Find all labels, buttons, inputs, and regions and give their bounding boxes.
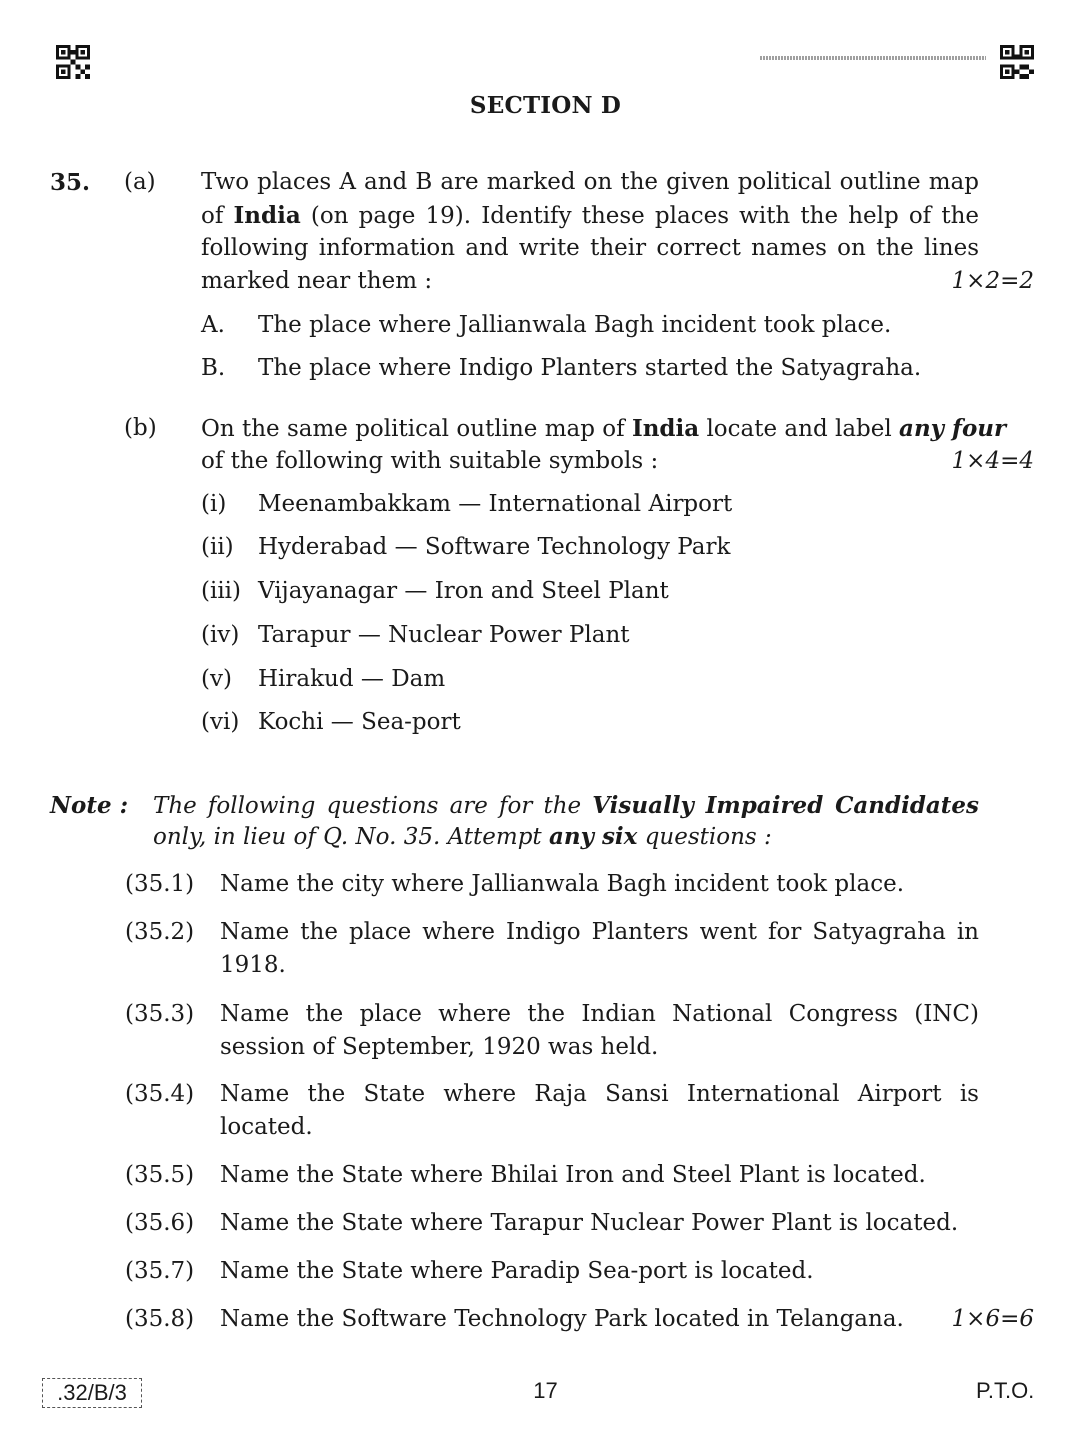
qr-code-left-icon bbox=[56, 45, 90, 79]
note-line-1: The following questions are for the Visually Impaired Candidates bbox=[153, 792, 980, 819]
vi-question-label: (35.4) bbox=[125, 1081, 195, 1107]
part-b-line-2: of the following with suitable symbols : bbox=[201, 448, 659, 474]
part-a-line-1: Two places A and B are marked on the given political outline map bbox=[201, 169, 979, 195]
vi-question-text: Name the State where Paradip Sea-port is located. bbox=[220, 1258, 814, 1284]
vi-question-text: Name the city where Jallianwala Bagh incident took place. bbox=[220, 871, 905, 897]
vi-question-label: (35.7) bbox=[125, 1258, 195, 1284]
note-label: Note : bbox=[50, 792, 129, 819]
list-item-label: (iv) bbox=[201, 622, 240, 648]
part-a-marks: 1×2=2 bbox=[951, 268, 1034, 294]
list-item-label: (v) bbox=[201, 666, 232, 692]
part-a-line-2: of India (on page 19). Identify these places with the help of the bbox=[201, 202, 979, 229]
list-item-text: Tarapur — Nuclear Power Plant bbox=[258, 622, 630, 648]
vi-question-label: (35.3) bbox=[125, 1001, 195, 1027]
list-item-text: The place where Jallianwala Bagh incident took place. bbox=[258, 312, 892, 338]
list-item-label: B. bbox=[201, 355, 226, 381]
note-line-2: only, in lieu of Q. No. 35. Attempt any six questions : bbox=[153, 823, 772, 850]
pto-label: P.T.O. bbox=[976, 1378, 1035, 1403]
paper-code: .32/B/3 bbox=[42, 1378, 142, 1408]
vi-question-label: (35.8) bbox=[125, 1306, 195, 1332]
question-number: 35. bbox=[50, 169, 91, 196]
vi-question-text-cont: located. bbox=[220, 1114, 313, 1140]
list-item-text: Hyderabad — Software Technology Park bbox=[258, 534, 731, 560]
vi-question-label: (35.6) bbox=[125, 1210, 195, 1236]
vi-question-label: (35.1) bbox=[125, 871, 195, 897]
list-item-label: (vi) bbox=[201, 709, 240, 735]
list-item-label: (iii) bbox=[201, 578, 242, 604]
part-a-line-3: following information and write their correct names on the lines bbox=[201, 235, 979, 261]
section-title: SECTION D bbox=[469, 92, 622, 119]
vi-question-text: Name the place where Indigo Planters went for Satyagraha in bbox=[220, 919, 979, 945]
list-item-text: Meenambakkam — International Airport bbox=[258, 491, 733, 517]
note-marks: 1×6=6 bbox=[951, 1306, 1034, 1332]
vi-question-label: (35.2) bbox=[125, 919, 195, 945]
vi-question-text-cont: 1918. bbox=[220, 952, 286, 978]
part-a-label: (a) bbox=[124, 169, 156, 195]
vi-question-text: Name the State where Raja Sansi International Airport is bbox=[220, 1081, 979, 1107]
vi-question-text-cont: session of September, 1920 was held. bbox=[220, 1034, 659, 1060]
qr-code-right-icon bbox=[1000, 45, 1034, 79]
part-b-label: (b) bbox=[124, 415, 157, 441]
list-item-label: (ii) bbox=[201, 534, 234, 560]
vi-question-text: Name the Software Technology Park located in Telangana. bbox=[220, 1306, 904, 1332]
list-item-text: Hirakud — Dam bbox=[258, 666, 446, 692]
vi-question-text: Name the place where the Indian National Congress (INC) bbox=[220, 1001, 979, 1027]
list-item-text: Kochi — Sea-port bbox=[258, 709, 461, 735]
part-a-line-4: marked near them : bbox=[201, 268, 433, 294]
part-b-marks: 1×4=4 bbox=[951, 448, 1034, 474]
micro-text-line bbox=[760, 56, 986, 60]
list-item-text: The place where Indigo Planters started the Satyagraha. bbox=[258, 355, 922, 381]
list-item-label: A. bbox=[201, 312, 225, 338]
list-item-text: Vijayanagar — Iron and Steel Plant bbox=[258, 578, 669, 604]
part-b-line-1: On the same political outline map of India locate and label any four bbox=[201, 415, 1007, 442]
vi-question-label: (35.5) bbox=[125, 1162, 195, 1188]
vi-question-text: Name the State where Bhilai Iron and Steel Plant is located. bbox=[220, 1162, 926, 1188]
vi-question-text: Name the State where Tarapur Nuclear Power Plant is located. bbox=[220, 1210, 959, 1236]
list-item-label: (i) bbox=[201, 491, 227, 517]
page-number: 17 bbox=[533, 1378, 558, 1403]
